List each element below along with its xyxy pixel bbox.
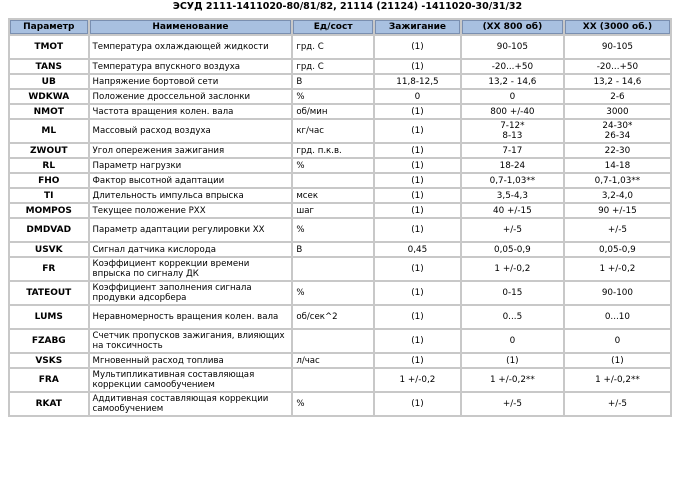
cell-name: Фактор высотной адаптации	[90, 174, 292, 187]
cell-ignition: (1)	[375, 189, 460, 202]
cell-param: TMOT	[10, 36, 88, 58]
cell-unit: кг/час	[293, 120, 373, 142]
cell-name: Коэффициент заполнения сигнала продувки адсорбера	[90, 282, 292, 304]
header-unit: Ед/сост	[293, 20, 373, 34]
cell-param: USVK	[10, 243, 88, 256]
cell-idle-3000: 3,2-4,0	[565, 189, 670, 202]
cell-idle-800: 0,7-1,03**	[462, 174, 563, 187]
cell-name: Счетчик пропусков зажигания, влияющих на токсичность	[90, 330, 292, 352]
cell-idle-3000: +/-5	[565, 219, 670, 241]
table-row	[10, 90, 670, 103]
cell-idle-3000: +/-5	[565, 393, 670, 415]
table-row	[10, 369, 670, 391]
table-row	[10, 330, 670, 352]
cell-name: Частота вращения колен. вала	[90, 105, 292, 118]
cell-ignition: 11,8-12,5	[375, 75, 460, 88]
cell-param: VSKS	[10, 354, 88, 367]
cell-name: Текущее положение РХХ	[90, 204, 292, 217]
cell-idle-3000: 0...10	[565, 306, 670, 328]
cell-idle-3000: 90-100	[565, 282, 670, 304]
cell-param: RL	[10, 159, 88, 172]
table-row	[10, 120, 670, 142]
cell-unit	[293, 258, 373, 280]
cell-unit: об/мин	[293, 105, 373, 118]
cell-name: Параметр адаптации регулировки ХХ	[90, 219, 292, 241]
table-row	[10, 354, 670, 367]
cell-idle-3000: 1 +/-0,2	[565, 258, 670, 280]
cell-name: Массовый расход воздуха	[90, 120, 292, 142]
cell-idle-800: 0-15	[462, 282, 563, 304]
cell-ignition: (1)	[375, 174, 460, 187]
cell-param: FRA	[10, 369, 88, 391]
cell-idle-3000: 3000	[565, 105, 670, 118]
cell-param: UB	[10, 75, 88, 88]
cell-name: Длительность импульса впрыска	[90, 189, 292, 202]
cell-ignition: 0	[375, 90, 460, 103]
cell-idle-3000: 90-105	[565, 36, 670, 58]
cell-ignition: (1)	[375, 282, 460, 304]
cell-ignition: (1)	[375, 159, 460, 172]
cell-param: DMDVAD	[10, 219, 88, 241]
cell-ignition: (1)	[375, 258, 460, 280]
page-title: ЭСУД 2111-1411020-80/81/82, 21114 (21124) -1411020-30/31/32	[172, 1, 523, 12]
table-row	[10, 75, 670, 88]
cell-name: Температура охлаждающей жидкости	[90, 36, 292, 58]
cell-name: Мультипликативная составляющая коррекции самообучением	[90, 369, 292, 391]
cell-param: FR	[10, 258, 88, 280]
cell-idle-800: 7-17	[462, 144, 563, 157]
cell-param: MOMPOS	[10, 204, 88, 217]
table-row	[10, 243, 670, 256]
cell-idle-3000: 1 +/-0,2**	[565, 369, 670, 391]
cell-name: Сигнал датчика кислорода	[90, 243, 292, 256]
cell-idle-3000: 22-30	[565, 144, 670, 157]
cell-ignition: (1)	[375, 204, 460, 217]
cell-param: ZWOUT	[10, 144, 88, 157]
cell-unit: %	[293, 90, 373, 103]
table-row	[10, 282, 670, 304]
cell-idle-3000: 24-30* 26-34	[565, 120, 670, 142]
table-row	[10, 159, 670, 172]
cell-ignition: (1)	[375, 393, 460, 415]
cell-name: Неравномерность вращения колен. вала	[90, 306, 292, 328]
table-row	[10, 258, 670, 280]
cell-idle-3000: 14-18	[565, 159, 670, 172]
table-row	[10, 60, 670, 73]
table-row	[10, 306, 670, 328]
cell-ignition: (1)	[375, 144, 460, 157]
cell-idle-800: 18-24	[462, 159, 563, 172]
cell-unit: мсек	[293, 189, 373, 202]
cell-param: TATEOUT	[10, 282, 88, 304]
cell-idle-800: 0...5	[462, 306, 563, 328]
table-row	[10, 105, 670, 118]
cell-name: Угол опережения зажигания	[90, 144, 292, 157]
cell-idle-800: 7-12* 8-13	[462, 120, 563, 142]
cell-unit	[293, 174, 373, 187]
cell-unit: грд. п.к.в.	[293, 144, 373, 157]
cell-unit: %	[293, 393, 373, 415]
cell-name: Коэффициент коррекции времени впрыска по сигналу ДК	[90, 258, 292, 280]
cell-idle-800: 13,2 - 14,6	[462, 75, 563, 88]
cell-idle-800: 90-105	[462, 36, 563, 58]
cell-idle-800: 0	[462, 90, 563, 103]
cell-param: WDKWA	[10, 90, 88, 103]
cell-idle-3000: 0,7-1,03**	[565, 174, 670, 187]
table-header-row	[10, 20, 670, 34]
cell-idle-800: 1 +/-0,2**	[462, 369, 563, 391]
cell-param: FHO	[10, 174, 88, 187]
cell-name: Аддитивная составляющая коррекции самообучением	[90, 393, 292, 415]
cell-param: LUMS	[10, 306, 88, 328]
cell-ignition: 1 +/-0,2	[375, 369, 460, 391]
header-param: Параметр	[10, 20, 88, 34]
cell-idle-3000: 0,05-0,9	[565, 243, 670, 256]
cell-unit	[293, 330, 373, 352]
cell-idle-800: 0	[462, 330, 563, 352]
cell-param: TANS	[10, 60, 88, 73]
cell-idle-800: +/-5	[462, 393, 563, 415]
cell-unit: %	[293, 159, 373, 172]
header-idle-3000: ХХ (3000 об.)	[565, 20, 670, 34]
cell-ignition: (1)	[375, 120, 460, 142]
cell-unit: В	[293, 243, 373, 256]
header-name: Наименование	[90, 20, 292, 34]
table-row	[10, 219, 670, 241]
header-ignition: Зажигание	[375, 20, 460, 34]
cell-ignition: 0,45	[375, 243, 460, 256]
header-idle-800: (ХХ 800 об)	[462, 20, 563, 34]
cell-name: Мгновенный расход топлива	[90, 354, 292, 367]
table-row	[10, 189, 670, 202]
cell-param: FZABG	[10, 330, 88, 352]
cell-param: NMOT	[10, 105, 88, 118]
cell-idle-800: -20...+50	[462, 60, 563, 73]
cell-name: Температура впускного воздуха	[90, 60, 292, 73]
cell-unit: %	[293, 219, 373, 241]
cell-idle-3000: -20...+50	[565, 60, 670, 73]
cell-idle-3000: (1)	[565, 354, 670, 367]
cell-idle-800: 3,5-4,3	[462, 189, 563, 202]
cell-unit: грд. С	[293, 60, 373, 73]
cell-param: RKAT	[10, 393, 88, 415]
table-row	[10, 393, 670, 415]
parameters-table	[8, 18, 672, 417]
table-row	[10, 144, 670, 157]
cell-idle-800: 40 +/-15	[462, 204, 563, 217]
cell-ignition: (1)	[375, 60, 460, 73]
cell-idle-800: 1 +/-0,2	[462, 258, 563, 280]
cell-idle-800: 0,05-0,9	[462, 243, 563, 256]
cell-param: TI	[10, 189, 88, 202]
cell-name: Положение дроссельной заслонки	[90, 90, 292, 103]
cell-unit: об/сек^2	[293, 306, 373, 328]
cell-ignition: (1)	[375, 330, 460, 352]
cell-idle-800: (1)	[462, 354, 563, 367]
cell-idle-3000: 13,2 - 14,6	[565, 75, 670, 88]
cell-unit	[293, 369, 373, 391]
cell-ignition: (1)	[375, 354, 460, 367]
table-row	[10, 36, 670, 58]
cell-idle-800: +/-5	[462, 219, 563, 241]
cell-param: ML	[10, 120, 88, 142]
cell-idle-3000: 0	[565, 330, 670, 352]
cell-ignition: (1)	[375, 219, 460, 241]
cell-unit: %	[293, 282, 373, 304]
cell-unit: л/час	[293, 354, 373, 367]
cell-name: Параметр нагрузки	[90, 159, 292, 172]
cell-idle-3000: 2-6	[565, 90, 670, 103]
table-row	[10, 174, 670, 187]
cell-ignition: (1)	[375, 306, 460, 328]
cell-ignition: (1)	[375, 36, 460, 58]
cell-unit: шаг	[293, 204, 373, 217]
cell-unit: грд. С	[293, 36, 373, 58]
cell-unit: В	[293, 75, 373, 88]
cell-ignition: (1)	[375, 105, 460, 118]
table-row	[10, 204, 670, 217]
cell-name: Напряжение бортовой сети	[90, 75, 292, 88]
cell-idle-3000: 90 +/-15	[565, 204, 670, 217]
cell-idle-800: 800 +/-40	[462, 105, 563, 118]
